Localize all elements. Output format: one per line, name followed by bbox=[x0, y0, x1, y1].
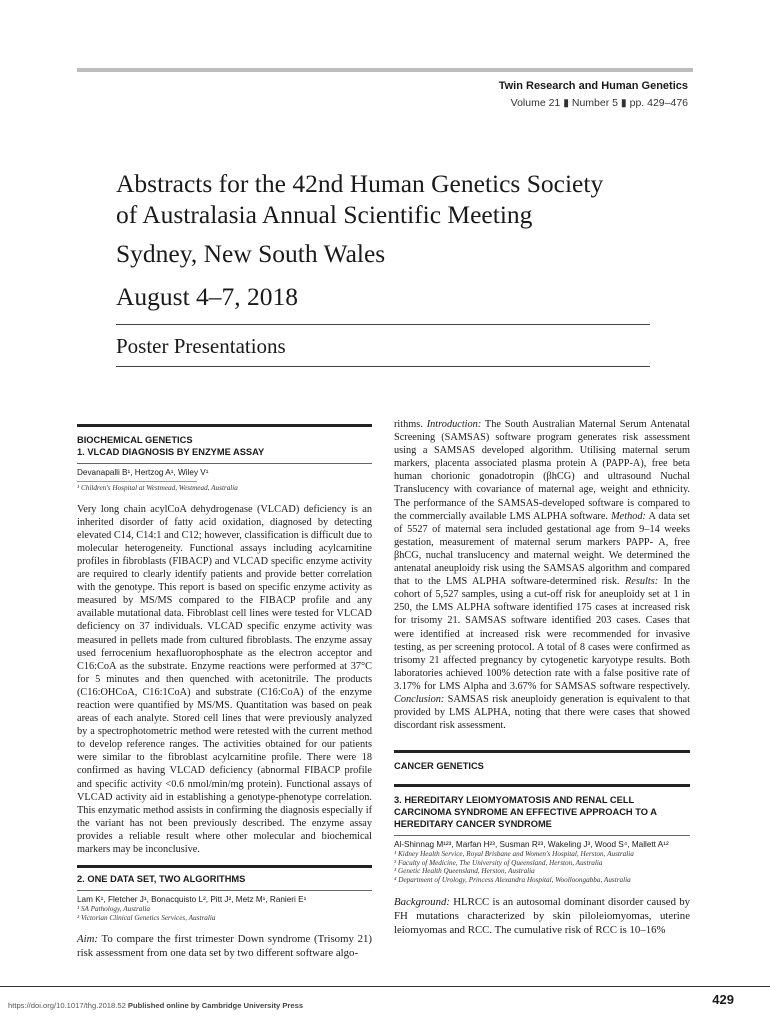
abstract-1-title: 1. VLCAD DIAGNOSIS BY ENZYME ASSAY bbox=[77, 447, 265, 457]
footer-rule bbox=[0, 986, 770, 987]
abstract-3-rule bbox=[394, 784, 690, 787]
method-label: Method: bbox=[611, 510, 646, 522]
right-column bbox=[394, 418, 690, 937]
abstract-1-affiliation: ¹ Children's Hospital at Westmead, Westmead, Australia bbox=[77, 484, 238, 492]
title-divider bbox=[116, 324, 650, 325]
cancer-category-heading: CANCER GENETICS bbox=[394, 761, 484, 772]
cont-start: rithms. bbox=[394, 419, 423, 430]
published-note: Published online by Cambridge University Press bbox=[127, 1001, 304, 1010]
background-label: Background: bbox=[394, 895, 450, 908]
abstract-3-affiliation-3: ³ Genetic Health Queensland, Herston, Australia bbox=[394, 867, 535, 876]
location: Sydney, New South Wales bbox=[116, 239, 386, 268]
abstract-2-rule bbox=[77, 865, 372, 868]
abstract-3-affiliation-1: ¹ Kidney Health Service, Royal Brisbane and Women's Hospital, Herston, Australia bbox=[394, 850, 634, 859]
background-text: HLRCC is an autosomal dominant disorder caused by FH mutations characterized by skin piloleiomyomas, uterine leiomyomas and RCC. The cumulative risk of RCC is 10–16% bbox=[394, 895, 691, 936]
category-rule bbox=[77, 424, 372, 427]
abstract-2-title-rule bbox=[77, 890, 372, 891]
doi-link[interactable]: https://doi.org/10.1017/thg.2018.52 bbox=[8, 1001, 126, 1010]
conclusion-text: SAMSAS risk aneuploidy generation is equivalent to that provided by LMS ALPHA, noting that there were cases that showed discordant risk assessment. bbox=[394, 693, 690, 732]
abstract-1-authors: Devanapalli B¹, Hertzog A¹, Wiley V¹ bbox=[77, 468, 209, 477]
page-number: 429 bbox=[712, 992, 734, 1007]
abstract-2-continued bbox=[394, 418, 690, 732]
dates: August 4–7, 2018 bbox=[116, 282, 299, 311]
abstract-3-title-rule bbox=[394, 835, 690, 836]
journal-name: Twin Research and Human Genetics bbox=[498, 80, 688, 92]
abstract-3-background bbox=[394, 895, 690, 937]
method-text: A data set of 5527 of maternal sera included gestational age from 9–14 weeks gestation, measurement of maternal serum markers PAPP- A, free βhCG, nuchal translucency and maternal weight. We determined the antenatal aneuploidy risk using the SAMSAS algorithm and compared that to the LMS ALPHA software-determined risk. bbox=[394, 510, 690, 588]
abstract-3-title: 3. HEREDITARY LEIOMYOMATOSIS AND RENAL CELL CARCINOMA SYNDROME AN EFFECTIVE APPROACH TO A HEREDITARY CANCER SYNDROME bbox=[394, 795, 657, 830]
section-divider bbox=[116, 366, 650, 367]
abstract-3-authors: Al-Shinnag M¹²³, Marfan H²³, Susman R²³, Wakeling J³, Wood S⁴, Mallett A¹² bbox=[394, 840, 669, 850]
abstract-2-affiliation-1: ¹ SA Pathology, Australia bbox=[77, 905, 150, 914]
abstract-3-affiliation-4: ⁴ Department of Urology, Princess Alexandra Hospital, Woolloongabba, Australia bbox=[394, 876, 631, 885]
intro-text: The South Australian Maternal Serum Antenatal Screening (SAMSAS) software program generates risk assessment using a SAMSAS developed algorithm. Utilising maternal serum markers, placenta associated plasma protein A (PAPP-A), free beta human chorionic gonadotropin (βhCG) and ultrasound Nuchal Translucency with covariance of maternal age, weight and ethnicity. The performance of the SAMSAS-developed software is compared to the commercially available LMS ALPHA software. bbox=[394, 419, 690, 522]
intro-label: Introduction: bbox=[426, 419, 482, 430]
footer bbox=[8, 1001, 303, 1010]
title-line-1: Abstracts for the 42nd Human Genetics Society bbox=[116, 169, 604, 198]
abstract-2-aim bbox=[77, 932, 372, 960]
cancer-category-rule bbox=[394, 750, 690, 753]
aim-text: To compare the first trimester Down syndrome (Trisomy 21) risk assessment from one data set by two different software algo- bbox=[77, 933, 372, 960]
title-line-2: of Australasia Annual Scientific Meeting bbox=[116, 200, 533, 229]
results-label: Results: bbox=[624, 576, 659, 588]
top-rule bbox=[77, 68, 693, 72]
authors-rule bbox=[77, 481, 197, 482]
abstract-2-authors: Lam K¹, Fletcher J¹, Bonacquisto L², Pitt J², Metz M¹, Ranieri E¹ bbox=[77, 895, 307, 905]
volume-info: Volume 21 ▮ Number 5 ▮ pp. 429–476 bbox=[510, 97, 688, 109]
page-title bbox=[116, 168, 716, 230]
abstract-1-body: Very long chain acylCoA dehydrogenase (VLCAD) deficiency is an inherited disorder of fatty acid oxidation, diagnosed by detecting elevated C14, C14:1 and C12; however, classification is difficult due to molecular heterogeneity. Functional assays including acylcarnitine profiles in fibroblasts (FIBACP) and VLCAD specific enzyme activity are required to clearly identify patients and provide better correlation with the genotype. This report is based on specific enzyme activity as measured by MS/MS compared to the FIBACP profile and any available mutational data. Fibroblast cell lines were tested for VLCAD deficiency on 37 individuals. VLCAD specific enzyme activity was measured in pellets made from cultured fibroblasts. The enzyme assay used ferrocenium hexafluorophosphate as the electron acceptor and C16:CoA as the substrate. Enzyme reactions were performed at 37°C for 5 minutes and then quenched with acetonitrile. The products (C16:OHCoA, C16:1CoA) and substrate (C16:CoA) of the enzyme reaction were quantified by MS/MS. Quantitation was based on peak areas of each analyte. Stored cell lines that were previously analyzed by a spectrophotometric method were retested with the current method to develop reference ranges. The activities obtained for our patients were similar to the fibroblast acylcarnitine profile. There were 18 confirmed as having VLCAD deficiency (abnormal FIBACP profile and specific activity <0.6 nmol/min/mg protein). Functional assays of VLCAD activity aid in establishing a genotype-phenotype correlation. This enzymatic method assists in confirming the diagnosis especially if the variant has not been previously described. The enzyme assay provides a reliable result where other molecular and biochemical markers may be inconclusive. bbox=[77, 503, 372, 856]
abstract-3-affiliation-2: ² Faculty of Medicine, The University of Queensland, Herston, Australia bbox=[394, 858, 603, 867]
abstract-1-rule bbox=[77, 463, 372, 464]
conclusion-label: Conclusion: bbox=[394, 693, 445, 705]
abstract-2-affiliation-2: ² Victorian Clinical Genetics Services, Australia bbox=[77, 913, 216, 922]
results-text: In the cohort of 5,527 samples, using a cut-off risk for aneuploidy set at 1 in 250, the LMS ALPHA software identified 175 cases at increased risk for trisomy 21. SAMSAS software identified 203 cases. Cases that were identified at increased risk were recommended for invasive testing, as per screening protocol. A total of 8 cases were confirmed as trisomy 21 affected pregnancy by cytogenetic karyotype results. Both laboratories achieved 100% detection rate with a false positive rate of 3.17% for LMS Alpha and 3.67% for SAMSAS software respectively. bbox=[394, 576, 690, 692]
aim-label: Aim: bbox=[77, 933, 98, 946]
left-column bbox=[77, 424, 372, 960]
section-title: Poster Presentations bbox=[116, 334, 286, 358]
abstract-2-title: 2. ONE DATA SET, TWO ALGORITHMS bbox=[77, 874, 246, 885]
category-heading: BIOCHEMICAL GENETICS bbox=[77, 435, 193, 445]
